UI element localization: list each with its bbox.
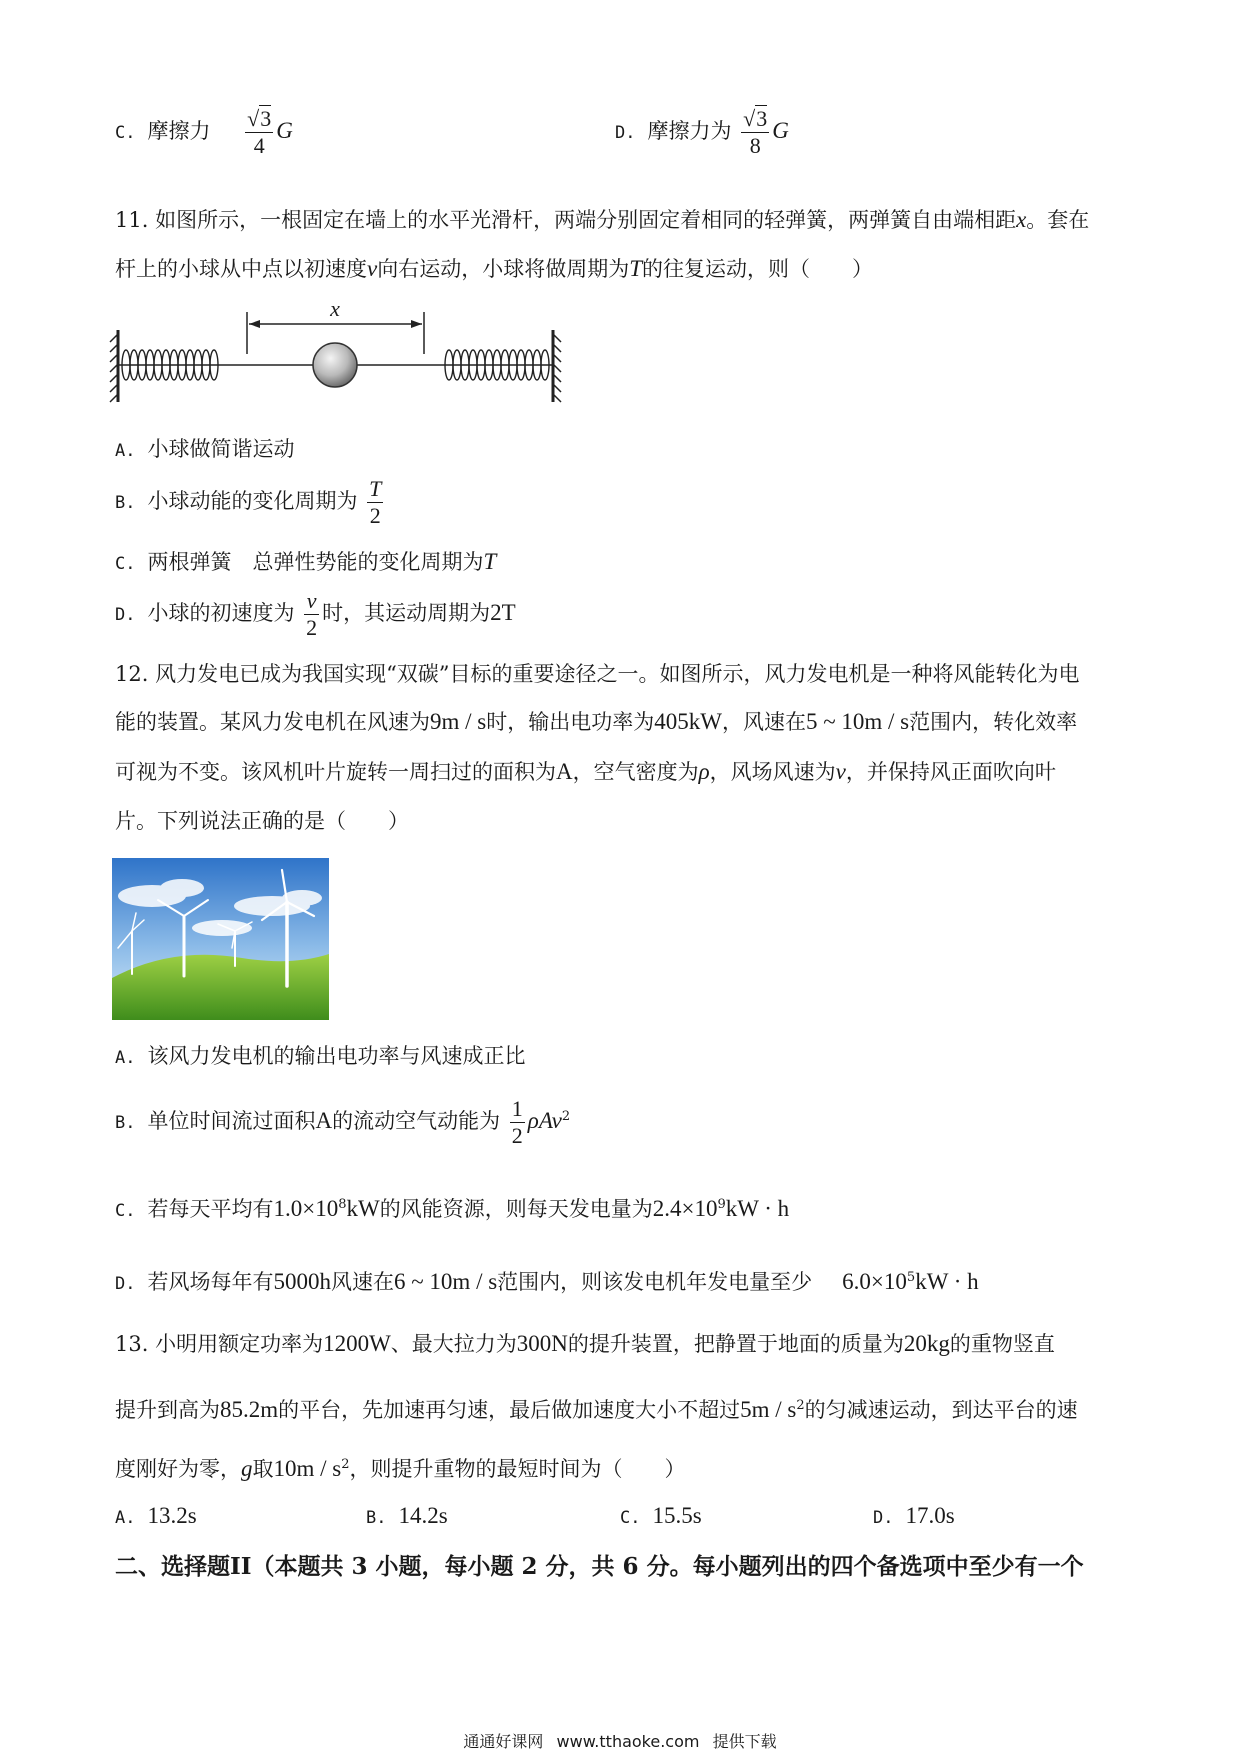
footer-site-name: 通通好课网 [463, 1732, 544, 1751]
q11-b-fraction: $\frac{T}{2}$ [369, 476, 382, 528]
ball [313, 343, 357, 387]
page-footer [0, 1729, 1240, 1752]
arrowhead-left [249, 320, 260, 328]
q11-stem-line2: 杆上的小球从中点以初速度v向右运动，小球将做周期为T的往复运动，则（ ） [115, 256, 874, 281]
q10-option-c: C. 摩擦力 $\frac{√3}{4}$ G [115, 106, 293, 158]
q11-stem-line1: 11. 如图所示，一根固定在墙上的水平光滑杆，两端分别固定着相同的轻弹簧，两弹簧自由端相距x。套在 [115, 207, 1090, 232]
q11-option-c: C. 两根弹簧 总弹性势能的变化周期为T [115, 549, 497, 574]
q10-option-d: D. 摩擦力为 $\frac{√3}{8}$ G [615, 106, 789, 158]
q13-option-d: D. 17.0s [873, 1503, 955, 1528]
q11-d-fraction: $\frac{v}{2}$ [306, 588, 318, 640]
q12-stem-line2: 能的装置。某风力发电机在风速为9m / s时，输出电功率为405kW，风速在5 ~ 10m / s范围内，转化效率 [115, 709, 1078, 734]
q12-option-d: D. 若风场每年有5000h风速在6 ~ 10m / s范围内，则该发电机年发电量至少 $6.0\times 10^5kW \cdot h$ [115, 1269, 979, 1294]
arrowhead-right [411, 320, 422, 328]
q11-option-d: D. 小球的初速度为 $\frac{v}{2}$ 时，其运动周期为2T [115, 588, 516, 640]
q12-stem-line4: 片。下列说法正确的是（ ） [115, 809, 409, 833]
q13-stem-line1: 13. 小明用额定功率为1200W、最大拉力为300N的提升装置，把静置于地面的质量为20kg的重物竖直 [115, 1331, 1055, 1356]
q12-stem-line3: 可视为不变。该风机叶片旋转一周扫过的面积为A，空气密度为ρ，风场风速为v，并保持风正面吹向叶 [115, 759, 1056, 784]
footer-url[interactable]: www.tthaoke.com [556, 1732, 700, 1751]
q11-option-b: B. 小球动能的变化周期为 $\frac{T}{2}$ [115, 476, 382, 528]
q10-c-fraction: $\frac{√3}{4}$ [247, 106, 272, 158]
q12-option-a: A. 该风力发电机的输出电功率与风速成正比 [115, 1044, 526, 1068]
q10-d-fraction: $\frac{√3}{8}$ [743, 106, 768, 158]
footer-suffix: 提供下载 [712, 1732, 777, 1751]
q13-stem-line3: 度刚好为零，g取$10m / s^2$，则提升重物的最短时间为（ ） [115, 1456, 686, 1481]
q12-option-c: C. 若每天平均有$1.0\times 10^8kW$的风能资源，则每天发电量为$2.4\times 10^9kW \cdot h$ [115, 1196, 790, 1221]
q11-option-a: A. 小球做简谐运动 [115, 437, 295, 461]
wind-turbine-photo [112, 858, 329, 1020]
section-heading: 二、选择题II（本题共 3 小题，每小题 2 分，共 6 分。每小题列出的四个备选项中至少有一个 [115, 1553, 1084, 1580]
q13-option-c: C. 15.5s [620, 1503, 702, 1528]
q12-b-fraction: $\frac{1}{2}$ [511, 1096, 523, 1148]
q12-stem-line1: 12. 风力发电已成为我国实现“双碳”目标的重要途径之一。如图所示，风力发电机是一种将风能转化为电 [115, 662, 1080, 686]
distance-label: x [330, 298, 340, 321]
q13-option-b: B. 14.2s [366, 1503, 448, 1528]
q13-stem-line2: 提升到高为85.2m的平台，先加速再匀速，最后做加速度大小不超过$5m / s^2$的匀减速运动，到达平台的速 [115, 1397, 1078, 1422]
q13-option-a: A. 13.2s [115, 1503, 197, 1528]
spring-ball-diagram [108, 298, 568, 408]
q12-option-b: B. 单位时间流过面积A的流动空气动能为 $\frac{1}{2}$ ρAv$^2$ [115, 1096, 571, 1148]
